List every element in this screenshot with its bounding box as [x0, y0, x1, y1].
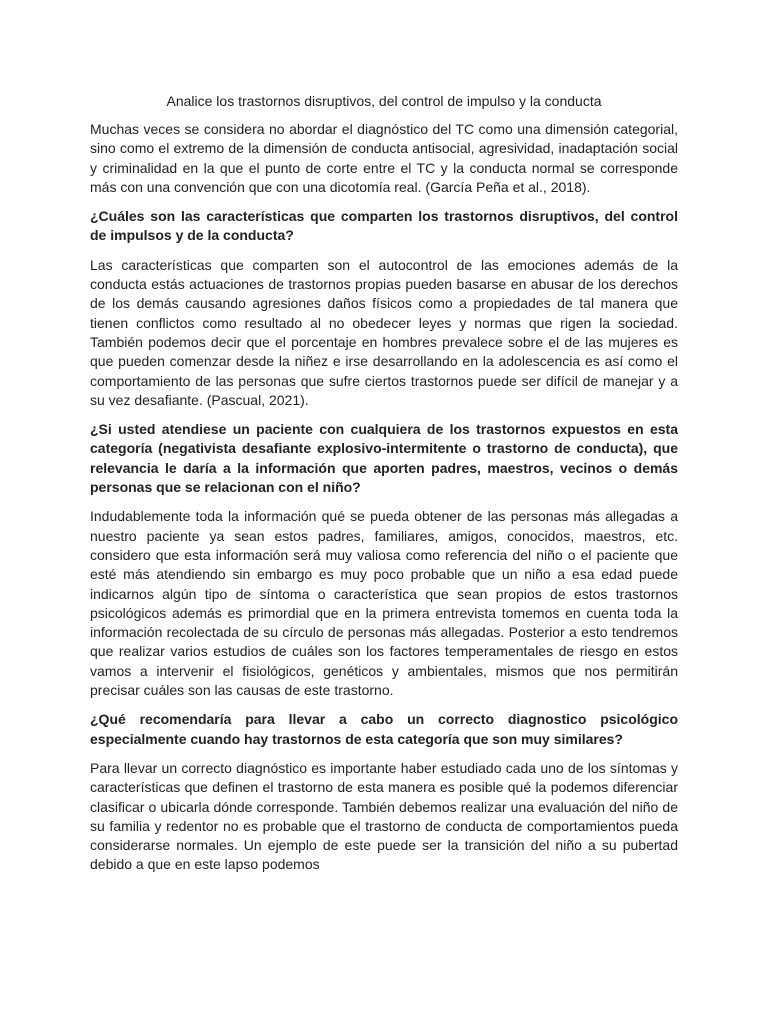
question-shared-characteristics: ¿Cuáles son las características que comparten los trastornos disruptivos, del control de impulsos y de la conducta?	[90, 208, 678, 244]
question-information-relevance: ¿Si usted atendiese un paciente con cualquiera de los trastornos expuestos en esta categoría (negativista desafiante explosivo-intermitente o trastorno de conducta), que relevancia le daría a la información que aporten padres, maestros, vecinos o demás personas que se relacionan con el niño?	[90, 421, 678, 496]
question-diagnosis-recommendation: ¿Qué recomendaría para llevar a cabo un correcto diagnostico psicológico especialmente cuando hay trastornos de esta categoría que son muy similares?	[90, 711, 678, 747]
paragraph-shared-characteristics-answer: Las características que comparten son el autocontrol de las emociones además de la conducta estás actuaciones de trastornos propias pueden basarse en abusar de los derechos de los demás causando agresiones daños físicos como a propiedades de tal manera que tienen conflictos como resultado al no obedecer leyes y normas que rigen la sociedad. También podemos decir que el porcentaje en hombres prevalece sobre el de las mujeres es que pueden comenzar desde la niñez e irse desarrollando en la adolescencia es así como el comportamiento de las personas que sufre ciertos trastornos puede ser difícil de manejar y a su vez desafiante. (Pascual, 2021).	[90, 256, 678, 408]
document-title: Analice los trastornos disruptivos, del control de impulso y la conducta	[166, 93, 602, 109]
document-page	[90, 92, 678, 885]
paragraph-information-relevance-answer: Indudablemente toda la información qué se pueda obtener de las personas más allegadas a nuestro paciente ya sean estos padres, familiares, amigos, conocidos, maestros, etc. considero que esta información será muy valiosa como referencia del niño o el paciente que esté más atendiendo sin embargo es muy poco probable que un niño a esa edad puede indicarnos algún tipo de síntoma o característica que sean propios de estos trastornos psicológicos además es primordial que en la primera entrevista tomemos en cuenta toda la información recolectada de su círculo de personas más allegadas. Posterior a esto tendremos que realizar varios estudios de cuáles son los factores temperamentales de riesgo en estos vamos a intervenir el fisiológicos, genéticos y ambientales, mismos que nos permitirán precisar cuáles son las causas de este trastorno.	[90, 508, 678, 699]
paragraph-intro: Muchas veces se considera no abordar el diagnóstico del TC como una dimensión categorial, sino como el extremo de la dimensión de conducta antisocial, agresividad, inadaptación social y criminalidad en la que el punto de corte entre el TC y la conducta normal se corresponde más con una convención que con una dicotomía real. (García Peña et al., 2018).	[90, 121, 678, 195]
paragraph-diagnosis-recommendation-answer: Para llevar un correcto diagnóstico es importante haber estudiado cada uno de los síntomas y características que definen el trastorno de esta manera es posible qué la podemos diferenciar clasificar o ubicarla dónde corresponde. También debemos realizar una evaluación del niño de su familia y redentor no es probable que el trastorno de conducta de comportamientos pueda considerarse normales. Un ejemplo de este puede ser la transición del niño a su pubertad debido a que en este lapso podemos	[90, 759, 678, 873]
